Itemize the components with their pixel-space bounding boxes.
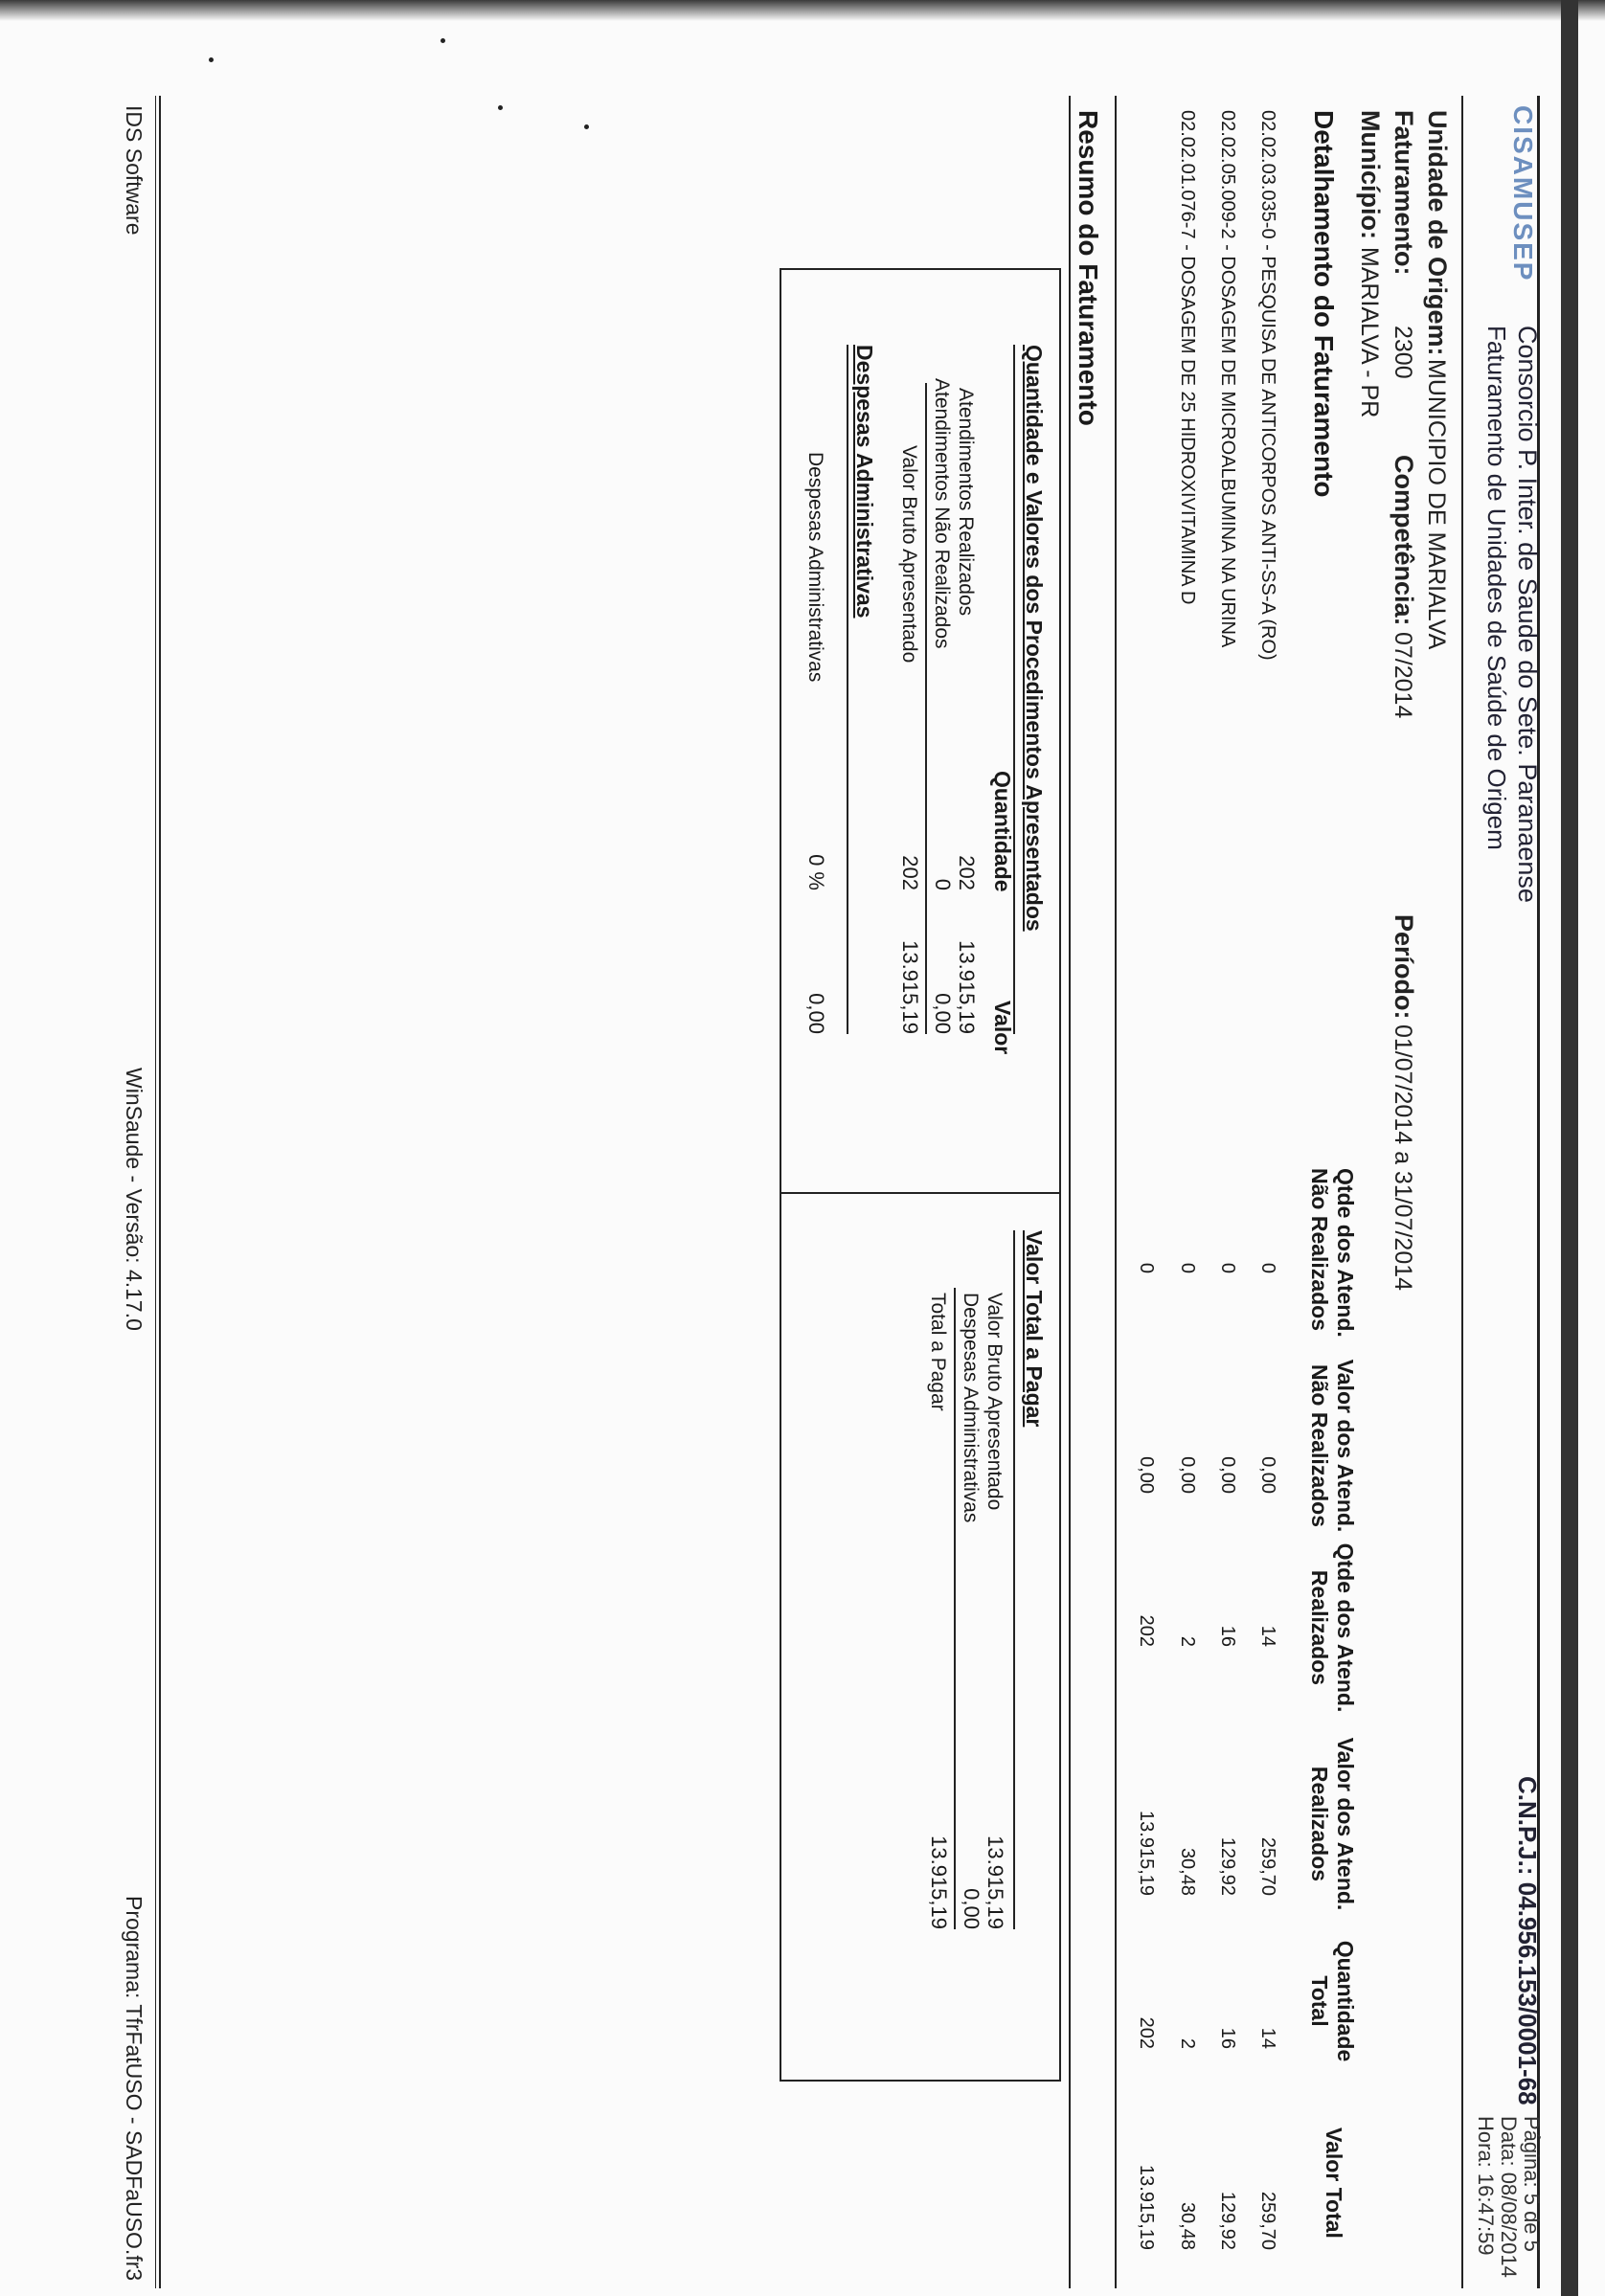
bruto-valor: 13.915,19 — [898, 940, 922, 1034]
nao-realizados-qtd: 0 — [931, 878, 955, 890]
col-quantidade-total: Quantidade Total — [1307, 1940, 1358, 2062]
despesas-valor: 0,00 — [804, 993, 828, 1034]
header-rule — [1461, 96, 1463, 2288]
org-name: Consorcio P. Inter. de Saude do Sete. Paranaense — [1513, 326, 1542, 903]
cnpj-value: 04.956.153/0001-68 — [1513, 1881, 1542, 2105]
row-qtde-real: 16 — [1217, 1625, 1238, 1647]
despesas-rule — [847, 345, 848, 1034]
scan-edge-right — [1561, 0, 1578, 2296]
nao-realizados-label: Atendimentos Não Realizados — [931, 378, 953, 649]
row-qtde-nao: 0 — [1217, 1262, 1238, 1273]
total-qtde-nao: 0 — [1136, 1262, 1157, 1273]
realizados-qtd: 202 — [955, 855, 979, 890]
row-valor-real: 30,48 — [1177, 1847, 1198, 1896]
row-qtde-nao: 0 — [1177, 1262, 1198, 1273]
cnpj-label: C.N.P.J.: — [1513, 1776, 1542, 1876]
scan-edge-top — [0, 0, 1605, 21]
realizados-valor: 13.915,19 — [955, 940, 979, 1034]
row-procedimento: 02.02.05.009-2 - DOSAGEM DE MICROALBUMINA NA URINA — [1217, 110, 1238, 648]
despesas-pct: 0 % — [804, 854, 828, 890]
col-valor-nao-realizados: Valor dos Atend. Não Realizados — [1307, 1359, 1358, 1533]
page-number: Página: 5 de 5 — [1520, 2116, 1544, 2252]
faturamento-value: 2300 — [1390, 326, 1416, 379]
municipio-label: Município: — [1356, 110, 1385, 239]
unidade-label: Unidade de Origem: — [1423, 110, 1452, 356]
qv-title: Quantidade e Valores dos Procedimentos Apresentados — [1022, 345, 1047, 932]
footer-version: WinSaude - Versão: 4.17.0 — [122, 1068, 147, 1331]
col-valor-realizados: Valor dos Atend. Realizados — [1307, 1737, 1358, 1911]
municipio-value: MARIALVA - PR — [1356, 247, 1383, 418]
report-subtitle: Faturamento de Unidades de Saúde de Origem — [1482, 326, 1511, 850]
qv-sum-rule — [925, 383, 927, 1034]
vtp-desp-valor: 0,00 — [960, 1888, 983, 1929]
vtp-bruto-valor: 13.915,19 — [983, 1835, 1007, 1929]
row-valor-real: 259,70 — [1257, 1836, 1278, 1896]
footer-program: Programa: TfrFatUSO - SADFaUSO.fr3 — [122, 1896, 147, 2282]
row-valor-real: 129,92 — [1217, 1836, 1238, 1896]
unidade-value: MUNICIPIO DE MARIALVA — [1423, 359, 1450, 650]
despesas-label: Despesas Administrativas — [804, 452, 826, 683]
footer-rule-2 — [155, 96, 156, 2288]
vtp-title: Valor Total a Pagar — [1022, 1230, 1047, 1428]
realizados-label: Atendimentos Realizados — [955, 388, 977, 617]
total-valor-total: 13.915,19 — [1136, 2165, 1157, 2250]
row-qtde-nao: 0 — [1257, 1262, 1278, 1273]
competencia-value: 07/2014 — [1390, 632, 1416, 719]
resumo-divider — [781, 1192, 1061, 1194]
row-valor-total: 259,70 — [1257, 2191, 1278, 2250]
qv-col-valor: Valor — [990, 1001, 1015, 1055]
vtp-bruto-label: Valor Bruto Apresentado — [983, 1293, 1006, 1511]
row-valor-total: 129,92 — [1217, 2191, 1238, 2250]
row-valor-nao: 0,00 — [1177, 1456, 1198, 1494]
row-valor-nao: 0,00 — [1217, 1456, 1238, 1494]
org-logo: CISAMUSEP — [1508, 105, 1538, 282]
vtp-desp-label: Despesas Administrativas — [960, 1293, 982, 1523]
table-bottom-rule — [1115, 96, 1117, 2288]
total-qtde-total: 202 — [1136, 2016, 1157, 2049]
col-qtde-realizados: Qtde dos Atend. Realizados — [1307, 1542, 1358, 1713]
vtp-title-rule — [1013, 1230, 1015, 1929]
rotated-report-page — [27, 38, 1559, 2282]
faturamento-label: Faturamento: — [1390, 110, 1418, 276]
row-valor-total: 30,48 — [1177, 2201, 1198, 2250]
row-qtde-total: 16 — [1217, 2027, 1238, 2049]
vtp-sum-rule — [954, 1288, 956, 1929]
periodo-label: Período: — [1390, 914, 1418, 1020]
row-valor-nao: 0,00 — [1257, 1456, 1278, 1494]
bruto-qtd: 202 — [898, 855, 922, 890]
footer-rule — [159, 96, 161, 2288]
col-valor-total: Valor Total — [1322, 2127, 1346, 2239]
competencia-label: Competência: — [1390, 455, 1418, 626]
total-valor-nao: 0,00 — [1136, 1456, 1157, 1494]
total-qtde-real: 202 — [1136, 1614, 1157, 1647]
qv-title-rule — [1013, 345, 1015, 1034]
despesas-title: Despesas Administrativas — [852, 345, 877, 619]
row-qtde-total: 14 — [1257, 2027, 1278, 2049]
vtp-total-label: Total a Pagar — [927, 1293, 949, 1411]
total-valor-real: 13.915,19 — [1136, 1811, 1157, 1896]
row-qtde-real: 2 — [1177, 1635, 1198, 1647]
footer-software: IDS Software — [122, 105, 147, 236]
resumo-rule — [1069, 96, 1071, 2288]
print-date: Data: 08/08/2014 — [1497, 2116, 1521, 2278]
row-qtde-total: 2 — [1177, 2037, 1198, 2049]
resumo-title: Resumo do Faturamento — [1074, 110, 1103, 426]
nao-realizados-valor: 0,00 — [931, 993, 955, 1034]
periodo-value: 01/07/2014 a 31/07/2014 — [1390, 1024, 1416, 1292]
qv-col-quantidade: Quantidade — [990, 771, 1015, 892]
row-procedimento: 02.02.03.035-0 - PESQUISA DE ANTICORPOS ANTI-SS-A (RO) — [1257, 110, 1278, 661]
cnpj — [1512, 1776, 1542, 2105]
print-time: Hora: 16:47:59 — [1474, 2116, 1498, 2256]
vtp-total-valor: 13.915,19 — [927, 1835, 951, 1929]
col-qtde-nao-realizados: Qtde dos Atend. Não Realizados — [1307, 1168, 1358, 1338]
bruto-label: Valor Bruto Apresentado — [898, 445, 920, 664]
row-procedimento: 02.02.01.076-7 - DOSAGEM DE 25 HIDROXIVITAMINA D — [1177, 110, 1198, 605]
detalhamento-title: Detalhamento do Faturamento — [1309, 110, 1339, 498]
row-qtde-real: 14 — [1257, 1625, 1278, 1647]
